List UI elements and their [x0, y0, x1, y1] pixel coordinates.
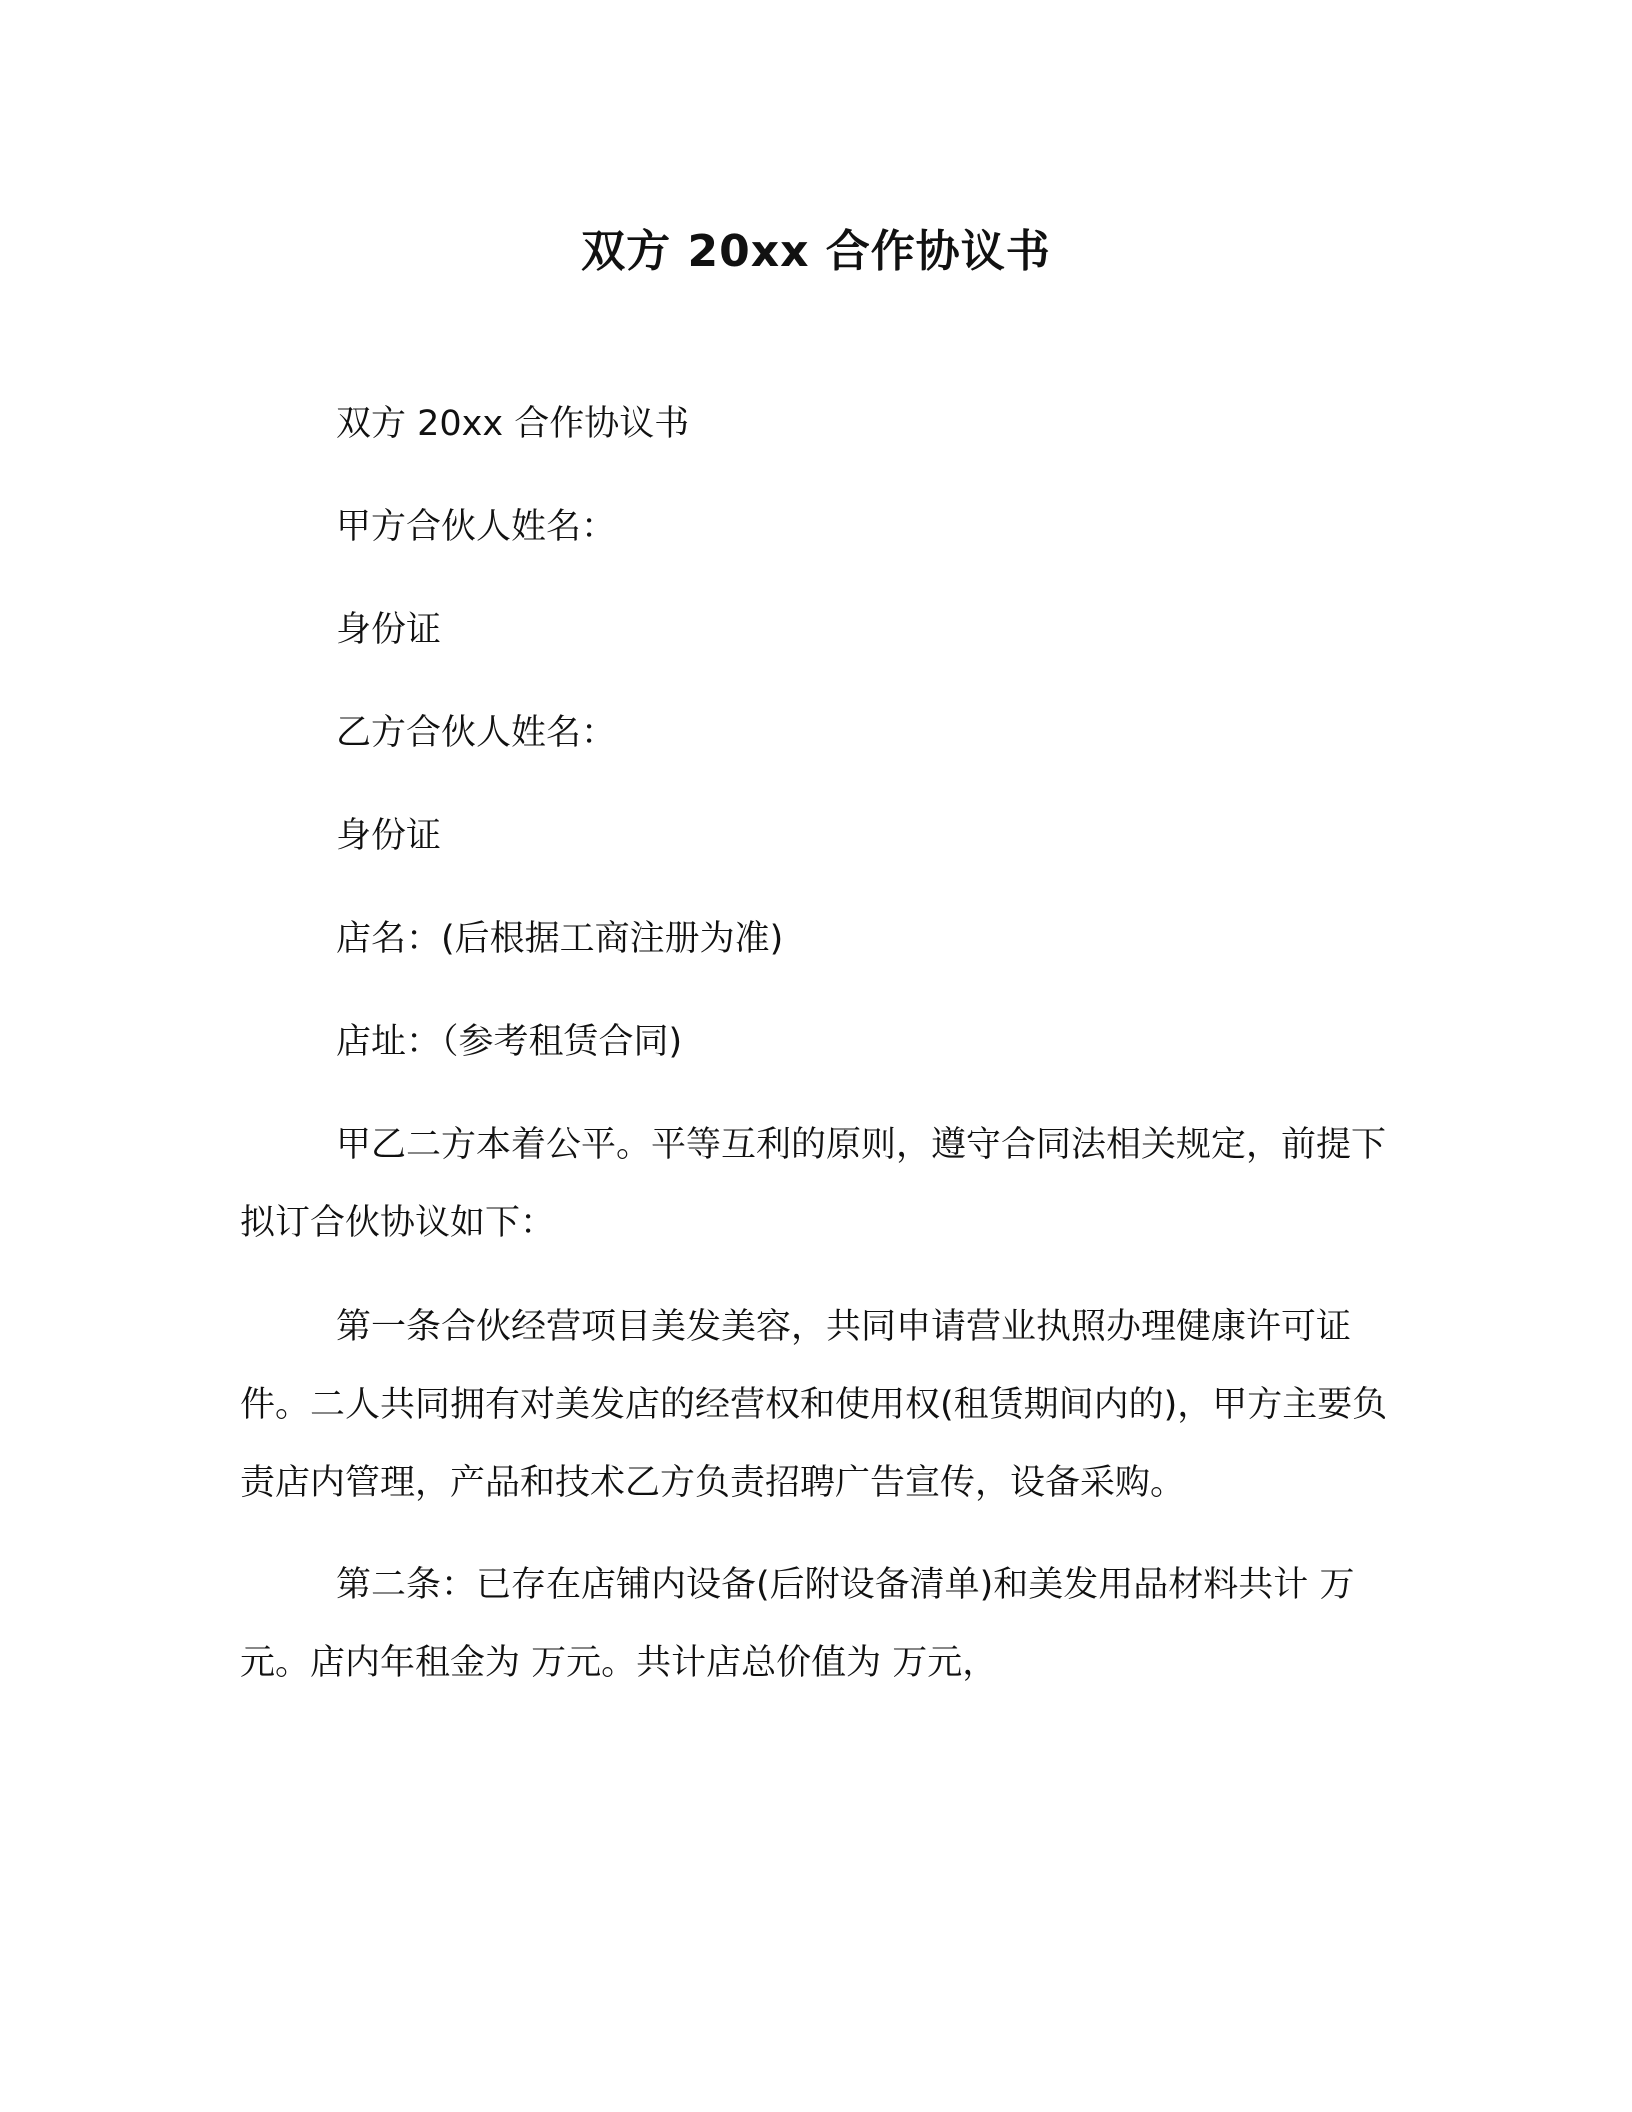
- paragraph-article-one: 第一条合伙经营项目美发美容，共同申请营业执照办理健康许可证件。二人共同拥有对美发店的经营权和使用权(租赁期间内的)，甲方主要负责店内管理，产品和技术乙方负责招聘广告宣传，设备采购。: [240, 1307, 1388, 1503]
- paragraph-party-a-name: 甲方合伙人姓名：: [336, 507, 617, 547]
- paragraph-shop-name: 店名：(后根据工商注册为准): [336, 919, 784, 959]
- paragraph-heading-repeat: 双方 20xx 合作协议书: [336, 404, 690, 444]
- paragraph-preamble: 甲乙二方本着公平。平等互利的原则，遵守合同法相关规定，前提下拟订合伙协议如下：: [240, 1125, 1387, 1243]
- paragraph-party-a-id: 身份证: [336, 610, 442, 650]
- paragraph-article-two: 第二条：已存在店铺内设备(后附设备清单)和美发用品材料共计 万元。店内年租金为 万元。共计店总价值为 万元，: [240, 1565, 1355, 1683]
- paragraph-shop-address: 店址：（参考租赁合同): [336, 1022, 683, 1062]
- paragraph-party-b-id: 身份证: [336, 816, 442, 856]
- paragraph-party-b-name: 乙方合伙人姓名：: [336, 713, 617, 753]
- document-title: 双方 20xx 合作协议书: [581, 226, 1051, 277]
